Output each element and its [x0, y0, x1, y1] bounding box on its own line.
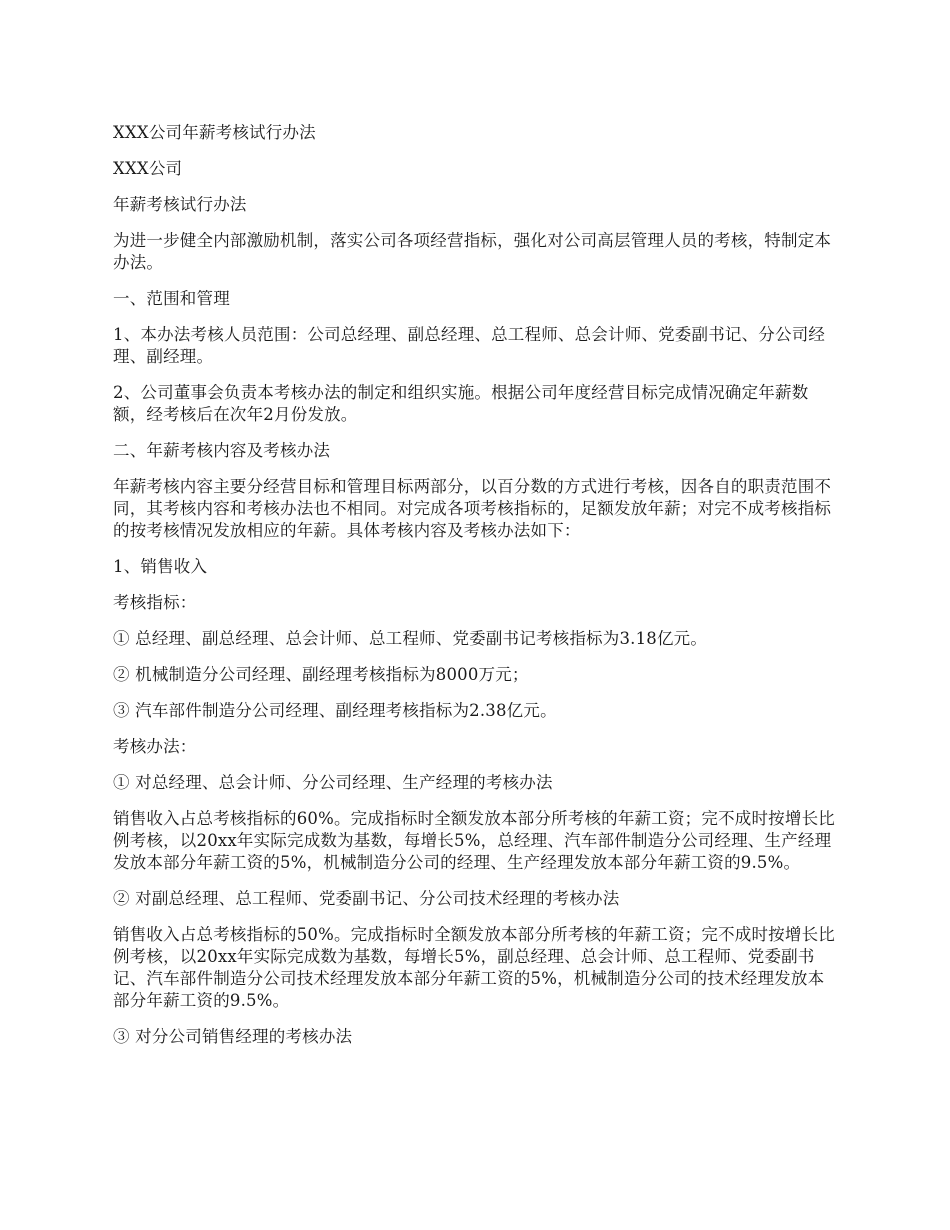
paragraph-scope-2: 2、公司董事会负责本考核办法的制定和组织实施。根据公司年度经营目标完成情况确定年薪数额，经考核后在次年2月份发放。 — [113, 383, 809, 424]
label-indicators: 考核指标： — [113, 593, 197, 612]
document-subtitle: 年薪考核试行办法 — [113, 195, 247, 214]
paragraph-content-overview: 年薪考核内容主要分经营目标和管理目标两部分，以百分数的方式进行考核，因各自的职责范围不同，其考核内容和考核办法也不相同。对完成各项考核指标的，足额发放年薪；对完不成考核指标的按考核情况发放相应的年薪。具体考核内容及考核办法如下： — [113, 477, 832, 540]
document-page — [113, 122, 838, 1062]
indicator-item-3: ③ 汽车部件制造分公司经理、副经理考核指标为2.38亿元。 — [113, 701, 557, 720]
paragraph-scope-1: 1、本办法考核人员范围：公司总经理、副总经理、总工程师、总会计师、党委副书记、分公司经理、副经理。 — [113, 325, 826, 366]
section-heading-content: 二、年薪考核内容及考核办法 — [113, 441, 331, 460]
method-heading-3: ③ 对分公司销售经理的考核办法 — [113, 1027, 353, 1046]
subheading-sales-revenue: 1、销售收入 — [113, 557, 208, 576]
indicator-item-1: ① 总经理、副总经理、总会计师、总工程师、党委副书记考核指标为3.18亿元。 — [113, 629, 708, 648]
method-paragraph-1: 销售收入占总考核指标的60%。完成指标时全额发放本部分所考核的年薪工资；完不成时按增长比例考核，以20xx年实际完成数为基数，每增长5%，总经理、汽车部件制造分公司经理、生产经理发放本部分年薪工资的5%，机械制造分公司的经理、生产经理发放本部分年薪工资的9.5%。 — [113, 809, 835, 872]
section-heading-scope: 一、范围和管理 — [113, 289, 230, 308]
label-methods: 考核办法： — [113, 737, 197, 756]
company-name: XXX公司 — [113, 159, 183, 178]
method-heading-2: ② 对副总经理、总工程师、党委副书记、分公司技术经理的考核办法 — [113, 889, 620, 908]
indicator-item-2: ② 机械制造分公司经理、副经理考核指标为8000万元； — [113, 665, 529, 684]
document-title: XXX公司年薪考核试行办法 — [113, 123, 316, 142]
method-heading-1: ① 对总经理、总会计师、分公司经理、生产经理的考核办法 — [113, 773, 553, 792]
intro-paragraph: 为进一步健全内部激励机制，落实公司各项经营指标，强化对公司高层管理人员的考核，特制定本办法。 — [113, 231, 832, 272]
method-paragraph-2: 销售收入占总考核指标的50%。完成指标时全额发放本部分所考核的年薪工资；完不成时按增长比例考核，以20xx年实际完成数为基数，每增长5%，副总经理、总会计师、总工程师、党委副书记、汽车部件制造分公司技术经理发放本部分年薪工资的5%，机械制造分公司的技术经理发放本部分年薪工资的9.5%。 — [113, 925, 835, 1010]
